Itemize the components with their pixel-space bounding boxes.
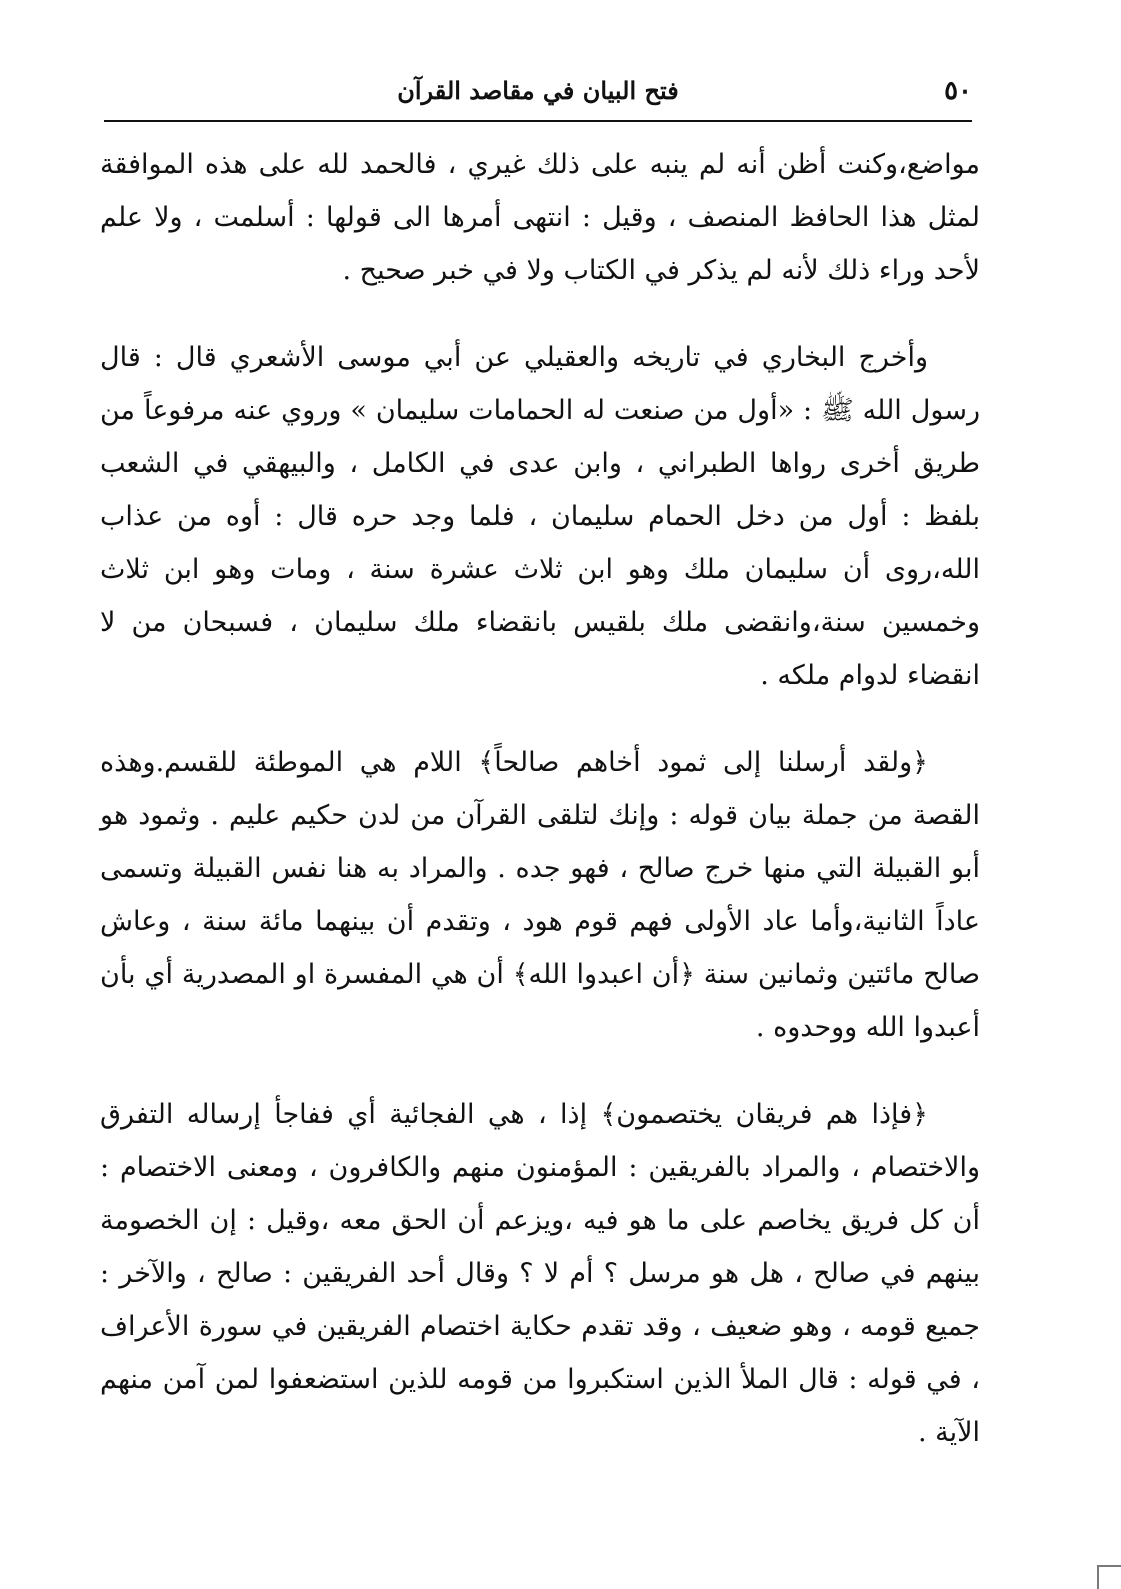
page-number: ٥٠: [944, 76, 972, 106]
paragraph: وأخرج البخاري في تاريخه والعقيلي عن أبي موسى الأشعري قال : قال رسول الله ﷺ : «أول من صنعت له الحمامات سليمان » وروي عنه مرفوعاً من طريق أخرى رواها الطبراني ، وابن عدى في الكامل ، والبيهقي في الشعب بلفظ : أول من دخل الحمام سليمان ، فلما وجد حره قال : أوه من عذاب الله،روى أن سليمان ملك وهو ابن ثلاث عشرة سنة ، ومات وهو ابن ثلاث وخمسين سنة،وانقضى ملك بلقيس بانقضاء ملك سليمان ، فسبحان من لا انقضاء لدوام ملكه .: [100, 342, 980, 691]
body-text: [100, 138, 980, 1493]
page-header: [104, 70, 972, 120]
running-title: فتح البيان في مقاصد القرآن: [397, 76, 679, 105]
paragraph: مواضع،وكنت أظن أنه لم ينبه على ذلك غيري ، فالحمد لله على هذه الموافقة لمثل هذا الحافظ المنصف ، وقيل : انتهى أمرها الى قولها : أسلمت ، ولا علم لأحد وراء ذلك لأنه لم يذكر في الكتاب ولا في خبر صحيح .: [100, 149, 980, 286]
paragraph: ﴿ولقد أرسلنا إلى ثمود أخاهم صالحاً﴾ اللام هي الموطئة للقسم.وهذه القصة من جملة بيان قوله : وإنك لتلقى القرآن من لدن حكيم عليم . وثمود هو أبو القبيلة التي منها خرج صالح ، فهو جده . والمراد به هنا نفس القبيلة وتسمى عاداً الثانية،وأما عاد الأولى فهم قوم هود ، وتقدم أن بينهما مائة سنة ، وعاش صالح مائتين وثمانين سنة ﴿أن اعبدوا الله﴾ أن هي المفسرة او المصدرية أي بأن أعبدوا الله ووحدوه .: [100, 747, 980, 1043]
scan-corner-mark: [1097, 1565, 1121, 1589]
paragraph: ﴿فإذا هم فريقان يختصمون﴾ إذا ، هي الفجائية أي ففاجأ إرساله التفرق والاختصام ، والمراد بالفريقين : المؤمنون منهم والكافرون ، ومعنى الاختصام : أن كل فريق يخاصم على ما هو فيه ،ويزعم أن الحق معه ،وقيل : إن الخصومة بينهم في صالح ، هل هو مرسل ؟ أم لا ؟ وقال أحد الفريقين : صالح ، والآخر : جميع قومه ، وهو ضعيف ، وقد تقدم حكاية اختصام الفريقين في سورة الأعراف ، في قوله : قال الملأ الذين استكبروا من قومه للذين استضعفوا لمن آمن منهم الآية .: [100, 1099, 980, 1448]
header-rule: [104, 120, 972, 122]
